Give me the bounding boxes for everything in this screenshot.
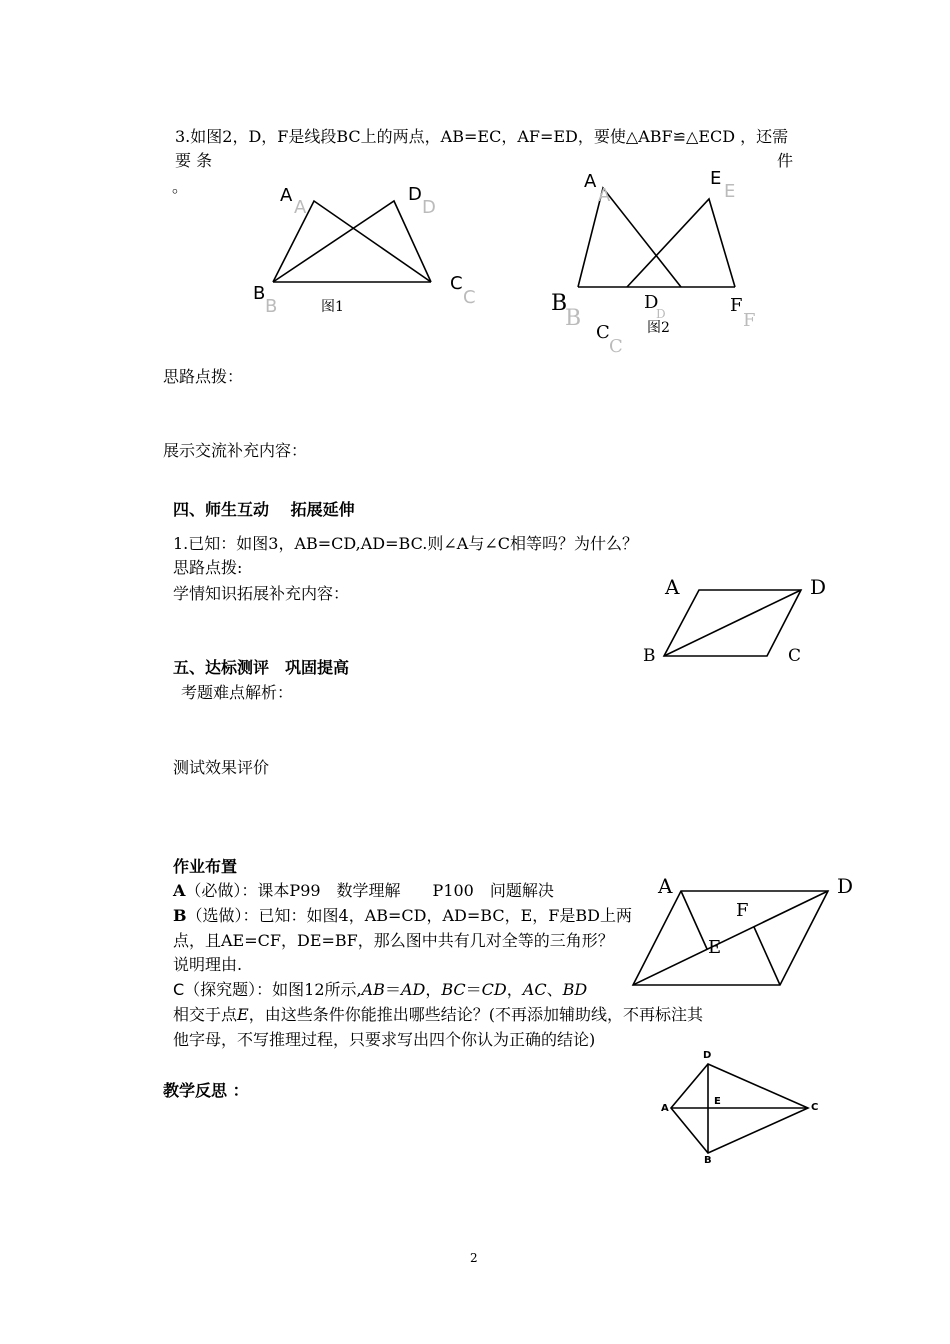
fig2-label-f: F [730, 295, 743, 316]
sep-1: ， [425, 980, 442, 999]
fig2-ghost-e: E [724, 181, 736, 202]
reflection: 教学反思 ： [163, 1081, 249, 1100]
fig12-label-d: D [703, 1050, 712, 1061]
homework-c-line3: 他字母，不写推理过程，只要求写出四个你认为正确的结论) [173, 1030, 596, 1049]
fig4-label-e: E [708, 937, 722, 958]
fig2-ghost-f: F [743, 310, 756, 331]
homework-b-label: B [173, 906, 187, 925]
fig1-ghost-d: D [422, 197, 436, 218]
fig1-label-a: A [280, 185, 293, 206]
fig2-ghost-c: C [609, 336, 623, 357]
sep-2: ， [506, 980, 523, 999]
fig3-label-c: C [788, 646, 802, 666]
fig1-ghost-b: B [265, 296, 278, 317]
fig2-ghost-b: B [565, 306, 582, 331]
math-e: E [237, 1005, 249, 1024]
fig2-ghost-a: A [598, 185, 611, 206]
fig1-ghost-a: A [294, 197, 307, 218]
fig1-label-b: B [253, 283, 266, 304]
fig2-label-b: B [551, 291, 568, 316]
homework-b-line3: 说明理由. [173, 955, 243, 974]
eq-2: ＝ [465, 980, 482, 999]
section-5-eval: 测试效果评价 [173, 758, 270, 777]
fig12-label-a: A [661, 1103, 669, 1114]
section-4-hint: 思路点拨: [173, 558, 243, 577]
fig2-label-a: A [584, 171, 597, 192]
section-4-extend: 学情知识拓展补充内容： [173, 584, 350, 603]
section-5-analysis: 考题难点解析： [181, 683, 294, 702]
fig12-label-c: C [811, 1102, 819, 1113]
q3-line3: 。 [172, 177, 189, 196]
fig1-caption: 图1 [321, 299, 344, 315]
fig4-label-a: A [658, 874, 673, 898]
math-bd: BD [562, 980, 588, 999]
fig1-ghost-c: C [463, 287, 476, 308]
fig1-label-d: D [408, 184, 422, 205]
math-cd: CD [481, 980, 507, 999]
homework-b-text1: （选做）：已知：如图4，AB=CD，AD=BC，E，F是BD上两 [186, 906, 632, 925]
homework-c-pre: （探究题）：如图12所示, [184, 980, 362, 999]
homework-a-text: （必做）：课本P99 数学理解 P100 问题解决 [185, 881, 554, 900]
fig2-caption: 图2 [647, 320, 670, 336]
fig12-label-e: E [714, 1096, 721, 1107]
q3-line2a: 要 条 [175, 151, 213, 170]
fig2-label-d: D [644, 292, 659, 313]
fig2-ghost-d: D [656, 307, 666, 321]
fig12-label-b: B [704, 1155, 712, 1166]
fig3-label-b: B [643, 646, 656, 666]
fig3-label-a: A [665, 575, 680, 599]
section-5-heading: 五、达标测评 巩固提高 [173, 658, 350, 677]
homework-c-line2-post: ，由这些条件你能推出哪些结论？(不再添加辅助线，不再标注其 [248, 1005, 703, 1024]
hint-1: 思路点拨： [163, 367, 244, 386]
q3-line1: 3.如图2，D，F是线段BC上的两点，AB=EC，AF=ED，要使△ABF≌△ECD ，还需 [175, 127, 789, 146]
fig4-label-d: D [837, 874, 854, 898]
homework-b-line2: 点，且AE=CF，DE=BF，那么图中共有几对全等的三角形？ [173, 931, 614, 950]
fig2-label-c: C [596, 322, 610, 343]
homework-c-line2-pre: 相交于点 [173, 1005, 238, 1024]
fig1-label-c: C [450, 273, 463, 294]
share-section: 展示交流补充内容： [163, 441, 308, 460]
section-4-question-1: 1.已知：如图3，AB=CD,AD=BC.则∠A与∠C相等吗？为什么？ [173, 534, 638, 553]
sep-3: 、 [546, 980, 563, 999]
math-ab: AB [361, 980, 385, 999]
eq-1: ＝ [384, 980, 401, 999]
math-ad: AD [400, 980, 426, 999]
fig4-label-f: F [736, 900, 749, 921]
section-4-heading: 四、师生互动 拓展延伸 [173, 500, 355, 519]
homework-heading: 作业布置 [173, 857, 238, 876]
q3-line2b: 件 [777, 151, 794, 170]
fig3-label-d: D [810, 575, 827, 599]
homework-a-label: A [173, 881, 186, 900]
math-ac: AC [522, 980, 547, 999]
page-number: 2 [470, 1251, 478, 1265]
math-bc: BC [441, 980, 466, 999]
homework-c-label: C [173, 980, 185, 999]
fig2-label-e: E [710, 168, 722, 189]
